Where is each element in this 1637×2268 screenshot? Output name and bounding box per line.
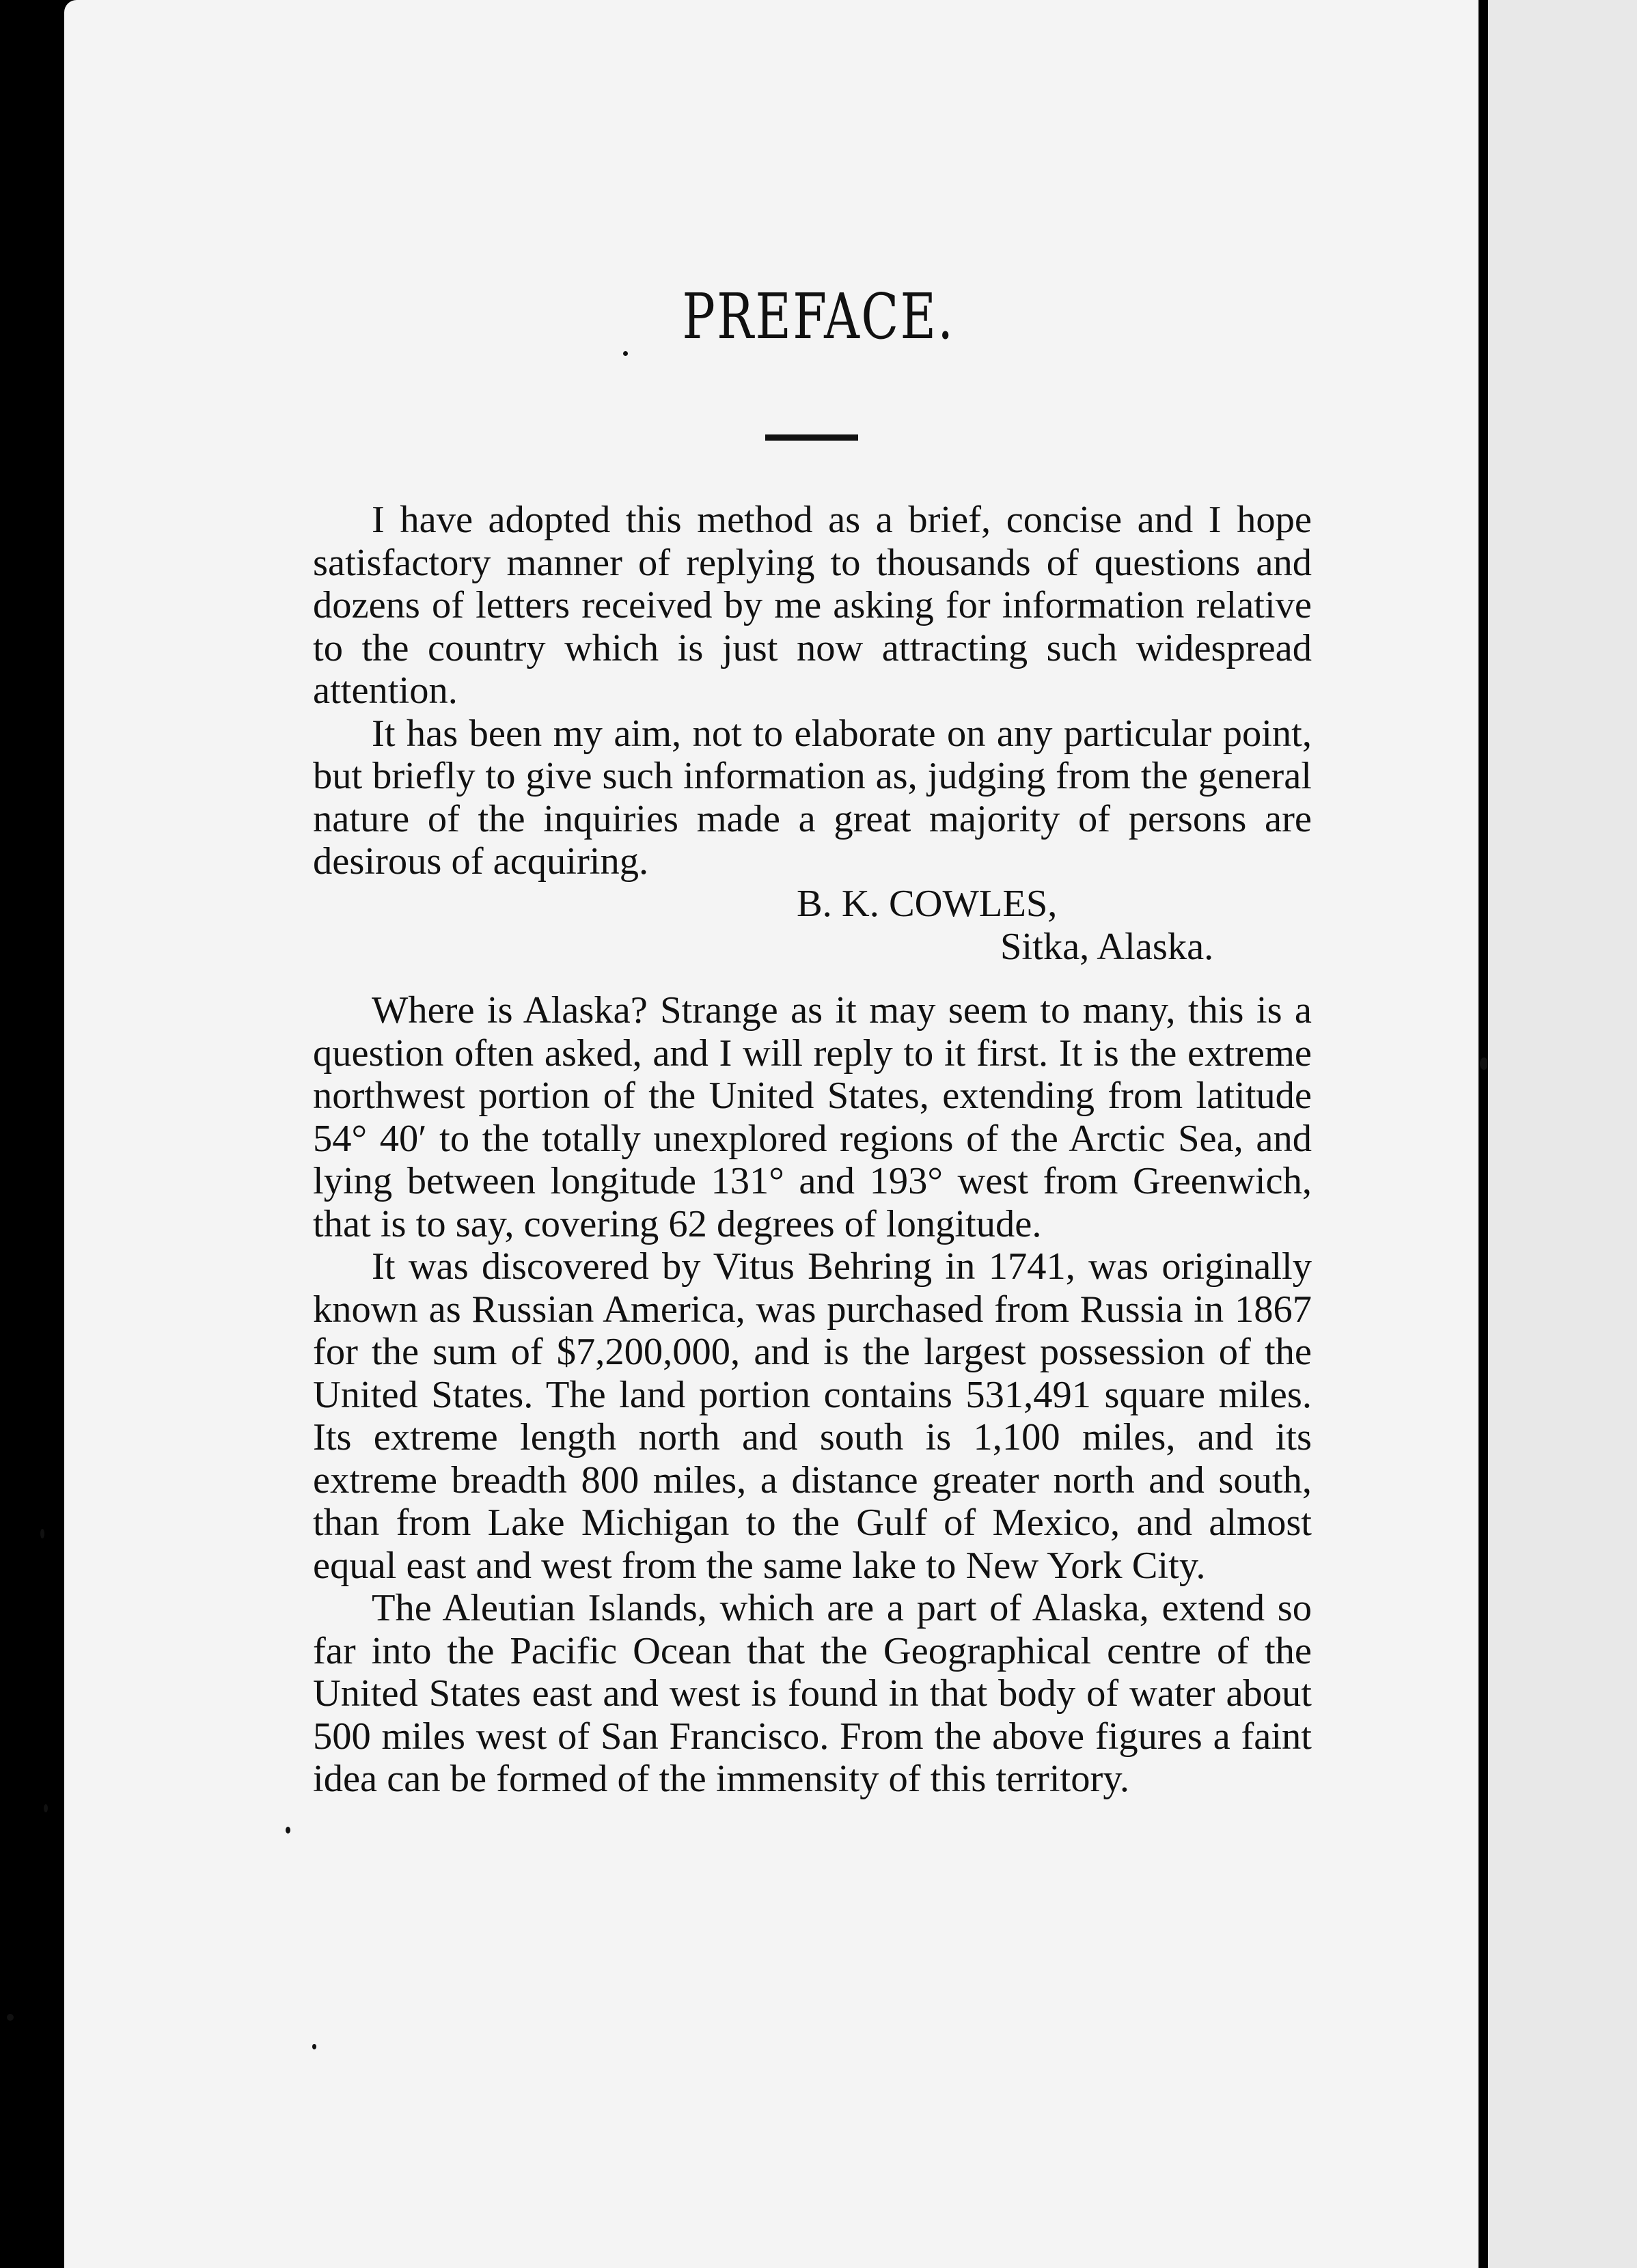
preface-text xyxy=(313,499,1312,883)
preface-paragraph: It has been my aim, not to elaborate on any particular point, but briefly to give such information as, judging from the general nature of the inquiries made a great majority of persons are desirous of acquiring. xyxy=(313,712,1312,883)
scan-speck xyxy=(623,351,628,356)
body-paragraph: Where is Alaska? Strange as it may seem to many, this is a question often asked, and I will reply to it first. It is the extreme northwest portion of the United States, extending from latitude 54° 40′ to the totally unexplored regions of the Arctic Sea, and lying between longitude 131° and 193° west from Greenwich, that is to say, covering 62 degrees of longitude. xyxy=(313,989,1312,1245)
signature-name: B. K. COWLES, xyxy=(797,883,1058,925)
title-rule xyxy=(765,434,858,441)
scan-speck xyxy=(44,1804,48,1812)
body-paragraph: It was discovered by Vitus Behring in 1741, was originally known as Russian America, was purchased from Russia in 1867 for the sum of $7,200,000, and is the largest possession of the United States. The land portion contains 531,491 square miles. Its extreme length north and south is 1,100 miles, and its extreme breadth 800 miles, a distance greater north and south, than from Lake Michigan to the Gulf of Mexico, and almost equal east and west from the same lake to New York City. xyxy=(313,1245,1312,1587)
page-gutter xyxy=(1478,0,1488,2268)
scan-speck xyxy=(40,1529,44,1538)
scan-speck xyxy=(312,2044,316,2049)
body-text xyxy=(313,989,1312,1801)
scan-speck xyxy=(286,1827,290,1834)
signature-place: Sitka, Alaska. xyxy=(1000,926,1214,968)
page-title: PREFACE. xyxy=(682,280,955,353)
adjacent-page-edge xyxy=(1488,0,1637,2268)
preface-paragraph: I have adopted this method as a brief, concise and I hope satisfactory manner of replying to thousands of questions and dozens of letters received by me asking for information relative to the country which is just now attracting such widespread attention. xyxy=(313,499,1312,712)
scan-speck xyxy=(1480,1057,1488,1070)
body-paragraph: The Aleutian Islands, which are a part of Alaska, extend so far into the Pacific Ocean that the Geographical centre of the United States east and west is found in that body of water about 500 miles west of San Francisco. From the above figures a faint idea can be formed of the immensity of this territory. xyxy=(313,1587,1312,1800)
scan-speck xyxy=(7,2014,14,2021)
